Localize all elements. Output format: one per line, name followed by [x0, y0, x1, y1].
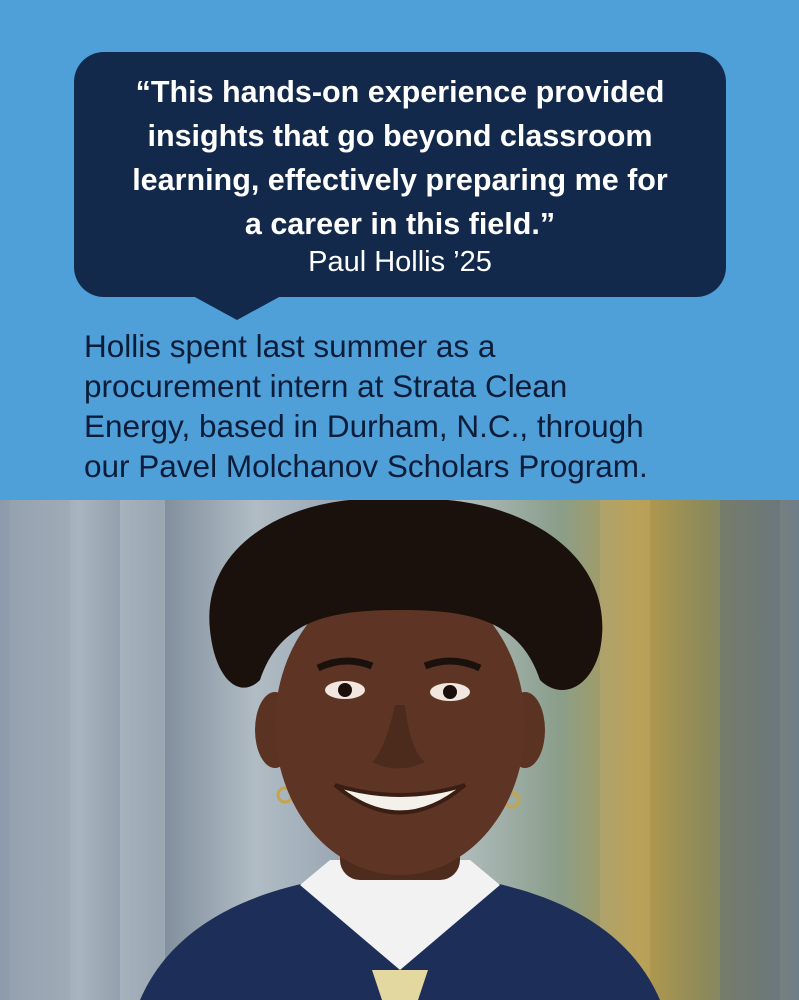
quote-bubble: [74, 52, 726, 297]
portrait-photo: [0, 500, 799, 1000]
portrait-illustration: [0, 500, 799, 1000]
quote-attribution: Paul Hollis ’25: [308, 246, 492, 278]
quote-text: [74, 70, 726, 246]
body-line: Energy, based in Durham, N.C., through: [84, 408, 644, 444]
quote-line: “This hands-on experience provided: [135, 75, 665, 109]
body-line: our Pavel Molchanov Scholars Program.: [84, 448, 648, 484]
body-text: [84, 326, 744, 486]
body-line: procurement intern at Strata Clean: [84, 368, 568, 404]
quote-line: insights that go beyond classroom: [147, 119, 653, 153]
quote-line: learning, effectively preparing me for: [132, 163, 668, 197]
bubble-tail: [193, 296, 281, 320]
body-line: Hollis spent last summer as a: [84, 328, 496, 364]
quote-line: a career in this field.”: [244, 207, 556, 241]
